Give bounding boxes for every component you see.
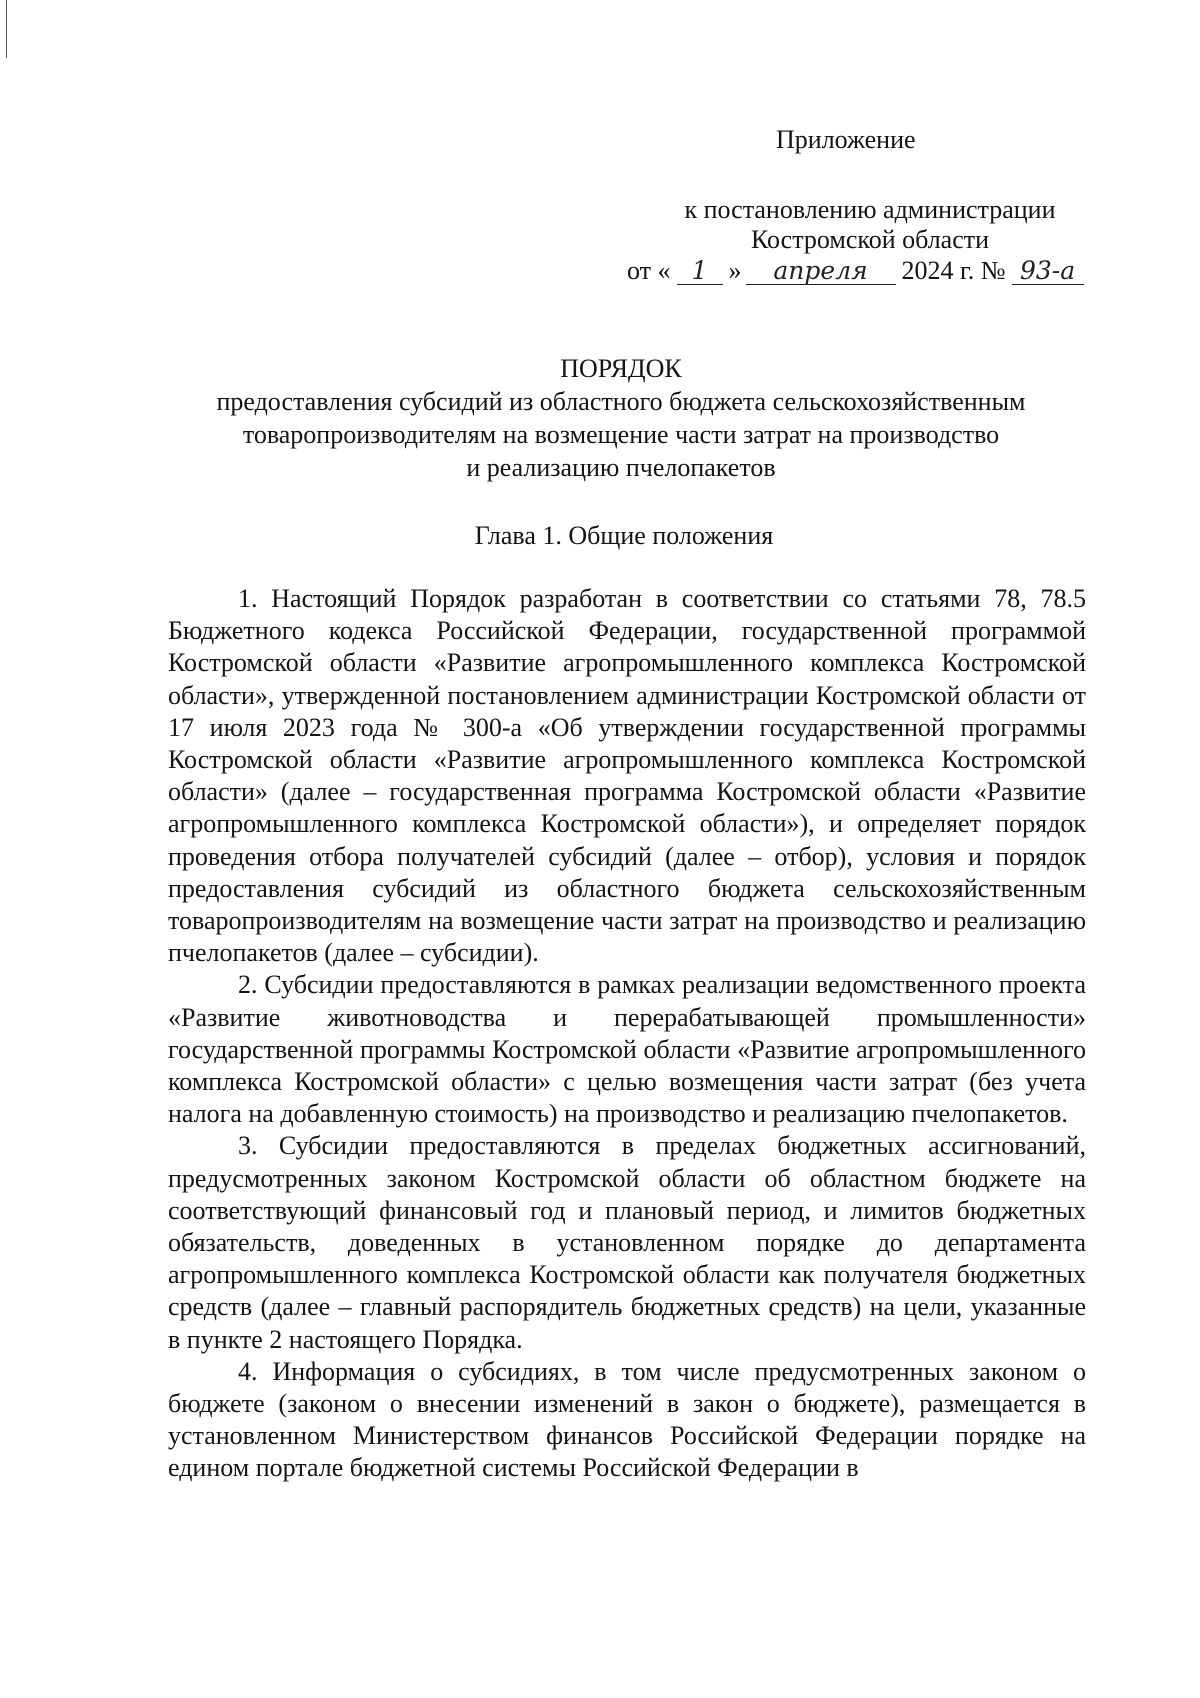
chapter-heading: Глава 1. Общие положения [474, 521, 774, 550]
title-line-2: товаропроизводителям на возмещение части затрат на производство [242, 420, 1000, 449]
document-body [168, 583, 1086, 1485]
paragraph-3: 3. Субсидии предоставляются в пределах бюджетных ассигнований, предусмотренных законом Костромской области об областном бюджете на соответствующий финансовый год и плановый период, и лимитов бюджетных обязательств, доведенных в установленном порядке до департамента агропромышленного комплекса Костромской области как получателя бюджетных средств (далее – главный распорядитель бюджетных средств) на цели, указанные в пункте 2 настоящего Порядка. [168, 1131, 1086, 1354]
scan-edge-line [6, 0, 7, 58]
date-year: 2024 г. № [901, 256, 1006, 285]
decree-reference [650, 195, 1090, 255]
decree-line-2: Костромской области [750, 225, 990, 254]
decree-date-line [627, 256, 1084, 286]
appendix-label: Приложение [776, 125, 916, 154]
document-title [0, 352, 1200, 484]
paragraph-4: 4. Информация о субсидиях, в том числе предусмотренных законом о бюджете (законом о внесении изменений в закон о бюджете), размещается в установленном Министерством финансов Российской Федерации порядке на едином портале бюджетной системы Российской Федерации в [168, 1356, 1086, 1483]
decree-line-1: к постановлению администрации [684, 195, 1056, 224]
date-prefix: от « [627, 256, 671, 285]
title-line-1: предоставления субсидий из областного бюджета сельскохозяйственным [216, 387, 1026, 416]
paragraph-2: 2. Субсидии предоставляются в рамках реализации ведомственного проекта «Развитие животноводства и перерабатывающей промышленности» государственной программы Костромской области «Развитие агропромышленного комплекса Костромской области» с целью возмещения части затрат (без учета налога на добавленную стоимость) на производство и реализацию пчелопакетов. [168, 970, 1086, 1129]
date-mid: » [728, 256, 742, 285]
title-line-3: и реализацию пчелопакетов [466, 453, 776, 482]
paragraph-1: 1. Настоящий Порядок разработан в соответствии со статьями 78, 78.5 Бюджетного кодекса Российской Федерации, государственной программой Костромской области «Развитие агропромышленного комплекса Костромской области», утвержденной постановлением администрации Костромской области от 17 июля 2023 года № 300-а «Об утверждении государственной программы Костромской области «Развитие агропромышленного комплекса Костромской области» (далее – государственная программа Костромской области «Развитие агропромышленного комплекса Костромской области»), и определяет порядок проведения отбора получателей субсидий (далее – отбор), условия и порядок предоставления субсидий из областного бюджета сельскохозяйственным товаропроизводителям на возмещение части затрат на производство и реализацию пчелопакетов (далее – субсидии). [168, 584, 1086, 968]
handwritten-number: 93-а [1012, 258, 1084, 285]
title-main: ПОРЯДОК [560, 354, 682, 383]
handwritten-month: апреля [746, 258, 896, 285]
handwritten-day: 1 [677, 258, 723, 285]
